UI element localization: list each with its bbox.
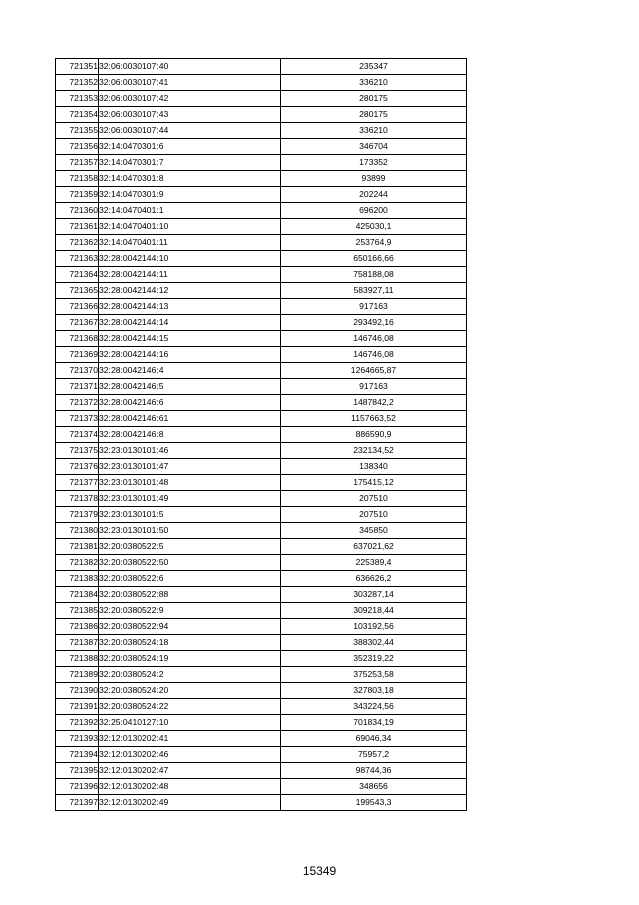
value-cell: 309218,44: [281, 603, 467, 619]
cadastral-number-cell: 32:12:0130202:41: [99, 731, 281, 747]
table-row: [56, 635, 467, 651]
value-cell: 175415,12: [281, 475, 467, 491]
table-row: [56, 251, 467, 267]
value-cell: 207510: [281, 491, 467, 507]
table-row: [56, 155, 467, 171]
cadastral-number-cell: 32:20:0380524:18: [99, 635, 281, 651]
row-number-cell: 721352: [56, 75, 99, 91]
row-number-cell: 721362: [56, 235, 99, 251]
table-row: [56, 507, 467, 523]
value-cell: 345850: [281, 523, 467, 539]
value-cell: 336210: [281, 123, 467, 139]
table-row: [56, 539, 467, 555]
cadastral-number-cell: 32:20:0380524:2: [99, 667, 281, 683]
value-cell: 103192,56: [281, 619, 467, 635]
value-cell: 637021,62: [281, 539, 467, 555]
row-number-cell: 721396: [56, 779, 99, 795]
table-row: [56, 363, 467, 379]
value-cell: 146746,08: [281, 331, 467, 347]
row-number-cell: 721375: [56, 443, 99, 459]
row-number-cell: 721390: [56, 683, 99, 699]
cadastral-number-cell: 32:23:0130101:48: [99, 475, 281, 491]
row-number-cell: 721377: [56, 475, 99, 491]
row-number-cell: 721381: [56, 539, 99, 555]
value-cell: 758188,08: [281, 267, 467, 283]
cadastral-number-cell: 32:14:0470401:10: [99, 219, 281, 235]
row-number-cell: 721351: [56, 59, 99, 75]
cadastral-number-cell: 32:23:0130101:49: [99, 491, 281, 507]
table-row: [56, 267, 467, 283]
table-body: [56, 59, 467, 811]
cadastral-number-cell: 32:23:0130101:50: [99, 523, 281, 539]
value-cell: 207510: [281, 507, 467, 523]
table-row: [56, 411, 467, 427]
value-cell: 98744,36: [281, 763, 467, 779]
row-number-cell: 721383: [56, 571, 99, 587]
table-row: [56, 139, 467, 155]
cadastral-number-cell: 32:23:0130101:5: [99, 507, 281, 523]
value-cell: 348656: [281, 779, 467, 795]
cadastral-number-cell: 32:28:0042144:15: [99, 331, 281, 347]
table-row: [56, 315, 467, 331]
table-row: [56, 779, 467, 795]
table-row: [56, 651, 467, 667]
row-number-cell: 721354: [56, 107, 99, 123]
cadastral-number-cell: 32:06:0030107:44: [99, 123, 281, 139]
value-cell: 701834,19: [281, 715, 467, 731]
cadastral-number-cell: 32:28:0042146:6: [99, 395, 281, 411]
row-number-cell: 721360: [56, 203, 99, 219]
value-cell: 173352: [281, 155, 467, 171]
value-cell: 232134,52: [281, 443, 467, 459]
row-number-cell: 721378: [56, 491, 99, 507]
value-cell: 293492,16: [281, 315, 467, 331]
cadastral-number-cell: 32:14:0470401:11: [99, 235, 281, 251]
value-cell: 75957,2: [281, 747, 467, 763]
row-number-cell: 721368: [56, 331, 99, 347]
row-number-cell: 721380: [56, 523, 99, 539]
cadastral-number-cell: 32:28:0042144:13: [99, 299, 281, 315]
row-number-cell: 721374: [56, 427, 99, 443]
table-row: [56, 699, 467, 715]
row-number-cell: 721392: [56, 715, 99, 731]
value-cell: 199543,3: [281, 795, 467, 811]
page-number: 15349: [302, 864, 337, 878]
row-number-cell: 721353: [56, 91, 99, 107]
cadastral-number-cell: 32:28:0042144:14: [99, 315, 281, 331]
table-row: [56, 283, 467, 299]
table-row: [56, 91, 467, 107]
cadastral-number-cell: 32:28:0042146:61: [99, 411, 281, 427]
cadastral-number-cell: 32:06:0030107:41: [99, 75, 281, 91]
cadastral-value-table: [55, 58, 467, 811]
table-row: [56, 667, 467, 683]
row-number-cell: 721373: [56, 411, 99, 427]
table-row: [56, 75, 467, 91]
row-number-cell: 721369: [56, 347, 99, 363]
table-row: [56, 107, 467, 123]
cadastral-number-cell: 32:12:0130202:47: [99, 763, 281, 779]
row-number-cell: 721379: [56, 507, 99, 523]
cadastral-number-cell: 32:14:0470301:9: [99, 187, 281, 203]
row-number-cell: 721388: [56, 651, 99, 667]
row-number-cell: 721386: [56, 619, 99, 635]
table-row: [56, 331, 467, 347]
row-number-cell: 721365: [56, 283, 99, 299]
cadastral-number-cell: 32:28:0042146:4: [99, 363, 281, 379]
row-number-cell: 721356: [56, 139, 99, 155]
cadastral-number-cell: 32:20:0380522:5: [99, 539, 281, 555]
cadastral-number-cell: 32:20:0380522:50: [99, 555, 281, 571]
cadastral-number-cell: 32:12:0130202:46: [99, 747, 281, 763]
cadastral-number-cell: 32:12:0130202:49: [99, 795, 281, 811]
table-row: [56, 347, 467, 363]
cadastral-number-cell: 32:14:0470301:7: [99, 155, 281, 171]
table-row: [56, 459, 467, 475]
value-cell: 336210: [281, 75, 467, 91]
table-row: [56, 555, 467, 571]
row-number-cell: 721355: [56, 123, 99, 139]
value-cell: 1157663,52: [281, 411, 467, 427]
table-row: [56, 395, 467, 411]
table-row: [56, 235, 467, 251]
table-row: [56, 203, 467, 219]
value-cell: 235347: [281, 59, 467, 75]
value-cell: 425030,1: [281, 219, 467, 235]
row-number-cell: 721363: [56, 251, 99, 267]
table-row: [56, 123, 467, 139]
cadastral-number-cell: 32:20:0380522:88: [99, 587, 281, 603]
row-number-cell: 721387: [56, 635, 99, 651]
row-number-cell: 721393: [56, 731, 99, 747]
row-number-cell: 721389: [56, 667, 99, 683]
row-number-cell: 721370: [56, 363, 99, 379]
table-row: [56, 379, 467, 395]
row-number-cell: 721395: [56, 763, 99, 779]
row-number-cell: 721376: [56, 459, 99, 475]
table-row: [56, 219, 467, 235]
value-cell: 93899: [281, 171, 467, 187]
row-number-cell: 721371: [56, 379, 99, 395]
cadastral-number-cell: 32:06:0030107:42: [99, 91, 281, 107]
table-row: [56, 523, 467, 539]
table-row: [56, 795, 467, 811]
cadastral-number-cell: 32:28:0042144:16: [99, 347, 281, 363]
row-number-cell: 721358: [56, 171, 99, 187]
cadastral-number-cell: 32:14:0470401:1: [99, 203, 281, 219]
row-number-cell: 721397: [56, 795, 99, 811]
table-row: [56, 443, 467, 459]
value-cell: 202244: [281, 187, 467, 203]
cadastral-number-cell: 32:28:0042144:12: [99, 283, 281, 299]
cadastral-number-cell: 32:20:0380524:19: [99, 651, 281, 667]
cadastral-number-cell: 32:28:0042144:10: [99, 251, 281, 267]
table-row: [56, 187, 467, 203]
cadastral-number-cell: 32:06:0030107:43: [99, 107, 281, 123]
cadastral-number-cell: 32:06:0030107:40: [99, 59, 281, 75]
row-number-cell: 721359: [56, 187, 99, 203]
row-number-cell: 721391: [56, 699, 99, 715]
value-cell: 225389,4: [281, 555, 467, 571]
table-row: [56, 715, 467, 731]
row-number-cell: 721385: [56, 603, 99, 619]
value-cell: 583927,11: [281, 283, 467, 299]
table-row: [56, 171, 467, 187]
cadastral-number-cell: 32:20:0380522:9: [99, 603, 281, 619]
value-cell: 69046,34: [281, 731, 467, 747]
cadastral-number-cell: 32:20:0380524:22: [99, 699, 281, 715]
table-row: [56, 747, 467, 763]
cadastral-number-cell: 32:14:0470301:8: [99, 171, 281, 187]
value-cell: 1264665,87: [281, 363, 467, 379]
table-row: [56, 299, 467, 315]
value-cell: 886590,9: [281, 427, 467, 443]
cadastral-number-cell: 32:23:0130101:46: [99, 443, 281, 459]
table-row: [56, 683, 467, 699]
row-number-cell: 721361: [56, 219, 99, 235]
cadastral-number-cell: 32:25:0410127:10: [99, 715, 281, 731]
value-cell: 346704: [281, 139, 467, 155]
value-cell: 352319,22: [281, 651, 467, 667]
table-row: [56, 571, 467, 587]
row-number-cell: 721372: [56, 395, 99, 411]
table-row: [56, 427, 467, 443]
value-cell: 303287,14: [281, 587, 467, 603]
cadastral-number-cell: 32:14:0470301:6: [99, 139, 281, 155]
table-row: [56, 619, 467, 635]
value-cell: 917163: [281, 379, 467, 395]
row-number-cell: 721367: [56, 315, 99, 331]
value-cell: 327803,18: [281, 683, 467, 699]
value-cell: 636626,2: [281, 571, 467, 587]
row-number-cell: 721366: [56, 299, 99, 315]
cadastral-number-cell: 32:20:0380524:20: [99, 683, 281, 699]
row-number-cell: 721357: [56, 155, 99, 171]
value-cell: 138340: [281, 459, 467, 475]
value-cell: 375253,58: [281, 667, 467, 683]
cadastral-number-cell: 32:28:0042144:11: [99, 267, 281, 283]
row-number-cell: 721384: [56, 587, 99, 603]
row-number-cell: 721382: [56, 555, 99, 571]
value-cell: 343224,56: [281, 699, 467, 715]
value-cell: 253764,9: [281, 235, 467, 251]
value-cell: 280175: [281, 107, 467, 123]
cadastral-number-cell: 32:20:0380522:94: [99, 619, 281, 635]
table-row: [56, 491, 467, 507]
value-cell: 280175: [281, 91, 467, 107]
table-row: [56, 475, 467, 491]
table-row: [56, 587, 467, 603]
row-number-cell: 721394: [56, 747, 99, 763]
value-cell: 696200: [281, 203, 467, 219]
value-cell: 1487842,2: [281, 395, 467, 411]
table-row: [56, 59, 467, 75]
cadastral-number-cell: 32:28:0042146:5: [99, 379, 281, 395]
value-cell: 388302,44: [281, 635, 467, 651]
table-row: [56, 603, 467, 619]
table-row: [56, 731, 467, 747]
value-cell: 146746,08: [281, 347, 467, 363]
cadastral-number-cell: 32:23:0130101:47: [99, 459, 281, 475]
value-cell: 917163: [281, 299, 467, 315]
cadastral-number-cell: 32:20:0380522:6: [99, 571, 281, 587]
value-cell: 650166,66: [281, 251, 467, 267]
table-row: [56, 763, 467, 779]
row-number-cell: 721364: [56, 267, 99, 283]
cadastral-number-cell: 32:12:0130202:48: [99, 779, 281, 795]
cadastral-number-cell: 32:28:0042146:8: [99, 427, 281, 443]
